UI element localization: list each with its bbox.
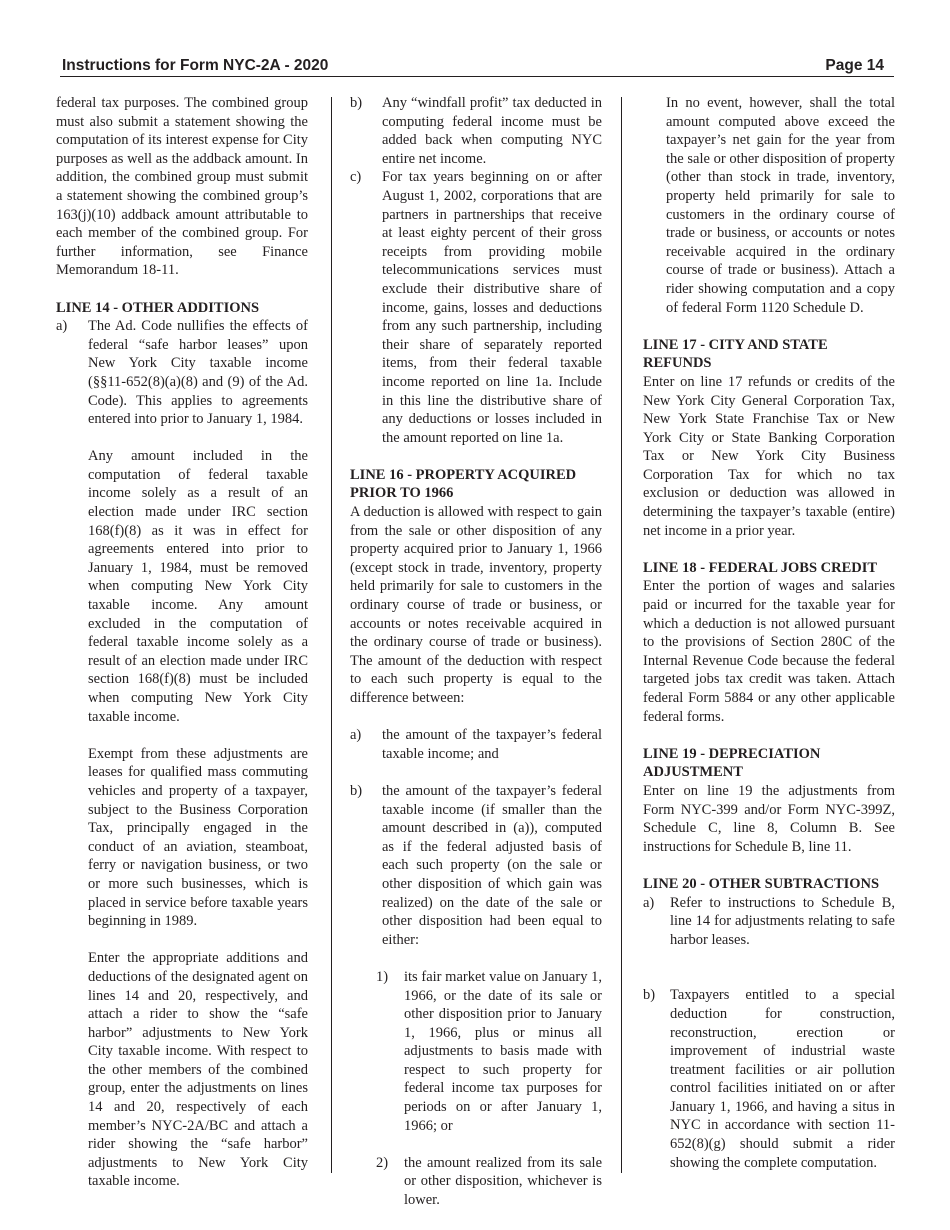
item-label: 2) bbox=[376, 1154, 389, 1171]
column-divider bbox=[331, 97, 332, 1173]
line14-heading: LINE 14 - OTHER ADDITIONS bbox=[56, 299, 260, 316]
list-item bbox=[643, 986, 895, 1172]
list-item bbox=[350, 168, 602, 447]
item-label: b) bbox=[643, 987, 656, 1004]
line18-heading: LINE 18 - FEDERAL JOBS CREDIT bbox=[643, 559, 878, 576]
paragraph: Enter the appropriate additions and deductions of the designated agent on lines 14 and 20, respectively, and attach a rider to show the “safe harbor” adjustments to New York City taxable income. With respect to the other members of the combined group, enter the adjustments on lines 14 and 20, respectively of each member’s NYC-2A/BC and attach a rider showing the “safe harbor” adjustments to New York City taxable income. bbox=[88, 950, 308, 1190]
column-divider bbox=[621, 97, 622, 1173]
sub-list-item bbox=[376, 968, 602, 1135]
line19-heading: LINE 19 - DEPRECIATION ADJUSTMENT bbox=[643, 745, 821, 781]
list-item bbox=[643, 894, 895, 950]
sub-list-item bbox=[376, 1154, 602, 1210]
item-text: the amount realized from its sale or other disposition, whichever is lower. bbox=[404, 1154, 602, 1209]
item-text: the amount of the taxpayer’s federal taxable income; and bbox=[382, 727, 602, 762]
page-number: Page 14 bbox=[825, 57, 884, 74]
column-1 bbox=[56, 94, 308, 1191]
line16-heading: LINE 16 - PROPERTY ACQUIRED PRIOR TO 1966 bbox=[350, 466, 577, 502]
item-label: a) bbox=[643, 894, 655, 911]
list-item bbox=[56, 317, 308, 429]
item-label: c) bbox=[350, 169, 362, 186]
line20-heading: LINE 20 - OTHER SUBTRACTIONS bbox=[643, 875, 880, 892]
item-text: Any “windfall profit” tax deducted in computing federal income must be added back when computing NYC entire net income. bbox=[382, 95, 602, 167]
paragraph: Exempt from these adjustments are leases for qualified mass commuting vehicles and property of a taxpayer, subject to the Business Corporation Tax, principally engaged in the conduct of an aviation, steamboat, ferry or navigation business, or two or more such businesses, which is placed in service before taxable years beginning in 1989. bbox=[88, 745, 308, 930]
paragraph: Enter on line 19 the adjustments from Form NYC-399 and/or Form NYC-399Z, Schedule C, line 8, Column B. See instructions for Schedule B, line 11. bbox=[643, 782, 895, 855]
item-text: Refer to instructions to Schedule B, line 14 for adjustments relating to safe harbor leases. bbox=[670, 894, 895, 948]
paragraph: Enter the portion of wages and salaries paid or incurred for the taxable year for which a deduction is not allowed pursuant to the provisions of Section 280C of the Internal Revenue Code because the federal targeted jobs tax credit was taken. Attach federal Form 5884 or any other applicable federal forms. bbox=[643, 578, 895, 725]
list-item bbox=[350, 94, 602, 168]
column-2 bbox=[350, 94, 602, 1210]
intro-paragraph: federal tax purposes. The combined group must also submit a statement showing the computation of its interest expense for City purposes as well as the addback amount. In addition, the combined group must submit a statement showing the combined group’s 163(j)(10) addback amount attributable to each member of the combined group. For further information, see Finance Memorandum 18-11. bbox=[56, 95, 308, 279]
item-label: 1) bbox=[376, 968, 389, 985]
paragraph: A deduction is allowed with respect to gain from the sale or other disposition of any property acquired prior to January 1, 1966 (except stock in trade, inventory, property held primarily for sale to customers in the ordinary course of trade or business, or accounts or notes receivable acquired in the ordinary course of trade or business). The amount of the deduction with respect to each such property is equal to the difference between: bbox=[350, 504, 602, 706]
list-item bbox=[350, 726, 602, 763]
item-label: a) bbox=[56, 318, 68, 335]
column-3 bbox=[643, 94, 895, 1172]
item-text: For tax years beginning on or after August 1, 2002, corporations that are partners in partnerships that receive at least eighty percent of their gross receipts from providing mobile telecommunications services must exclude their distributive share of income, gains, losses and deductions from any such partnership, including their share of separately reported items, from their federal taxable income reported on line 1a. Include in this line the distributive share of any deductions or losses included in the amount reported on line 1a. bbox=[382, 169, 602, 446]
paragraph: Enter on line 17 refunds or credits of the New York City General Corporation Tax, New York State Franchise Tax or New York City or State Banking Corporation Tax or New York City Business Corporation Tax for which no tax exclusion or deduction was allowed in determining the taxpayer’s taxable (entire) net income in a prior year. bbox=[643, 373, 895, 539]
item-text: The Ad. Code nullifies the effects of federal “safe harbor leases” upon New York City taxable income (§§11-652(8)(a)(8) and (9) of the Ad. Code). This applies to agreements entered into prior to January 1, 1984. bbox=[88, 318, 308, 428]
item-label: b) bbox=[350, 782, 363, 799]
page-header bbox=[60, 56, 894, 77]
item-text: the amount of the taxpayer’s federal taxable income (if smaller than the amount described in (a)), computed as if the federal adjusted basis of each such property (on the sale or other disposition of which gain was realized) on the date of the sale or other disposition had been equal to either: bbox=[382, 782, 602, 948]
item-label: b) bbox=[350, 95, 363, 111]
paragraph: Any amount included in the computation of federal taxable income solely as a result of an election made under IRC section 168(f)(8) as it was in effect for agreements entered into prior to January 1, 1984, must be removed when computing New York City taxable income. Any amount excluded in the computation of federal taxable income solely as a result of an election made under IRC section 168(f)(8) must be included when computing New York City taxable income. bbox=[88, 448, 308, 725]
item-text: its fair market value on January 1, 1966, or the date of its sale or other disposition prior to January 1, 1966, plus or minus all adjustments to basis made with respect to such property for federal income tax purposes for periods on or after January 1, 1966; or bbox=[404, 968, 602, 1134]
line17-heading: LINE 17 - CITY AND STATE REFUNDS bbox=[643, 336, 828, 372]
document-title: Instructions for Form NYC-2A - 2020 bbox=[62, 57, 329, 74]
paragraph: In no event, however, shall the total amount computed above exceed the taxpayer’s net gain for the year from the sale or other disposition of property (other than stock in trade, inventory, property held primarily for sale to customers in the ordinary course of trade or business, or accounts or notes receivable acquired in the ordinary course of trade or business). Attach a rider showing computation and a copy of federal Form 1120 Schedule D. bbox=[666, 95, 895, 316]
item-text: Taxpayers entitled to a special deduction for construction, reconstruction, erection or improvement of industrial waste treatment facilities or air pollution control facilities initiated on or after January 1, 1966, and having a situs in NYC in accordance with section 11-652(8)(g) should submit a rider showing the complete computation. bbox=[670, 987, 895, 1171]
list-item bbox=[350, 782, 602, 949]
item-label: a) bbox=[350, 727, 362, 744]
